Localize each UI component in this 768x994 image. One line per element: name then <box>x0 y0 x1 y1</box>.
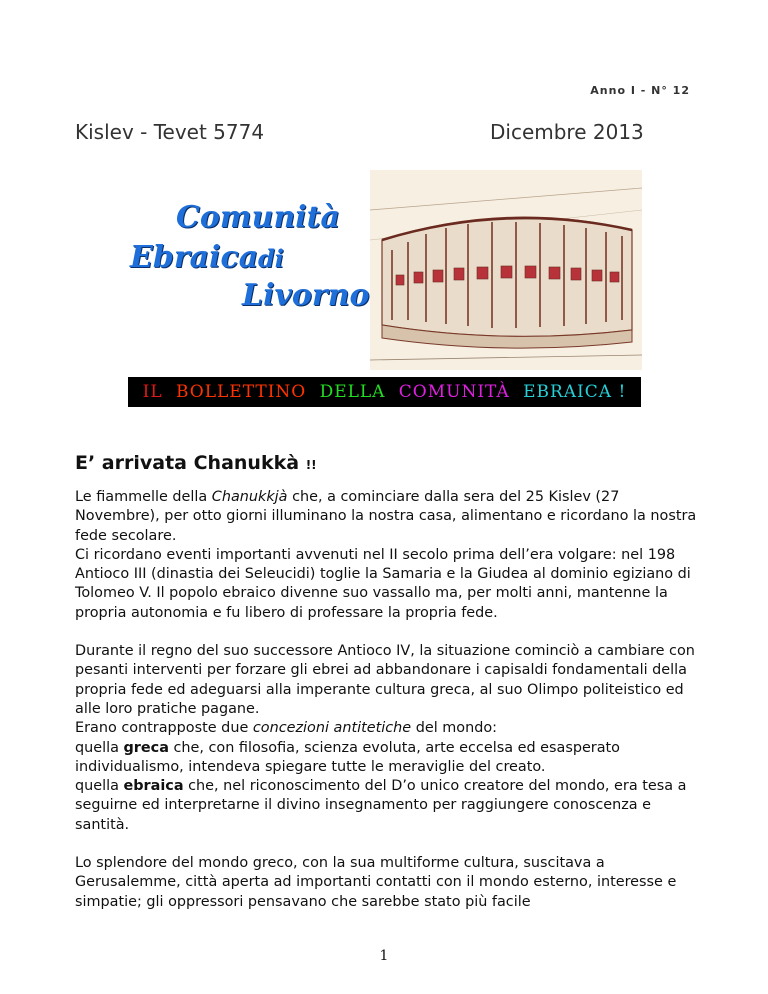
p1-emphasis: Chanukkjà <box>211 489 288 505</box>
p1-text-c: Ci ricordano eventi importanti avvenuti nel II secolo prima dell’era volgare: nel 198 Antioco III (dinastia dei Seleucidi) toglie la Samaria e la Giudea al dominio egiziano di Tolomeo V. Il popolo ebraico divenne suo vassallo ma, per molti anni, mantenne la propria autonomia e fu libero di professare la propria fede. <box>75 546 691 621</box>
article-title <box>75 452 317 474</box>
banner-word-3: DELLA <box>319 382 386 402</box>
logo-line-4: Livorno <box>242 278 370 313</box>
logo-line-1: Comunità <box>176 200 340 235</box>
community-logo <box>130 200 370 320</box>
banner-word-5: EBRAICA ! <box>523 382 627 402</box>
paragraph-2 <box>75 642 703 835</box>
synagogue-illustration <box>370 170 642 370</box>
p2-strong-greca: greca <box>123 739 169 756</box>
p2-text-d2: quella <box>75 778 124 795</box>
article-title-suffix: !! <box>305 458 317 472</box>
p2-text-e1: che, con filosofia, scienza evoluta, arte eccelsa ed esasperato individualismo, intendeva spiegare tutte le meraviglie del creato. <box>75 739 620 775</box>
bulletin-banner <box>128 377 641 407</box>
p1-text-a: Le fiammelle della <box>75 489 212 505</box>
article-title-text: E’ arrivata Chanukkà <box>75 452 300 474</box>
p2-text-d1: quella <box>75 739 124 756</box>
paragraph-3: Lo splendore del mondo greco, con la sua multiforme cultura, suscitava a Gerusalemme, città aperta ad importanti contatti con il mondo esterno, interesse e simpatie; gli oppressori pensavano che sarebbe stato più facile <box>75 855 677 910</box>
logo-line-3: di <box>258 244 284 273</box>
p2-text-e2: che, nel riconoscimento del D’o unico creatore del mondo, era tesa a seguirne ed interpretarne il divino insegnamento per raggiungere conoscenza e santità. <box>75 778 687 833</box>
banner-word-1: IL <box>142 382 163 402</box>
banner-word-4: COMUNITÀ <box>398 382 510 402</box>
p2-text-b: Erano contrapposte due <box>75 720 253 737</box>
logo-line-2: Ebraica <box>130 240 259 275</box>
civil-date: Dicembre 2013 <box>490 120 644 144</box>
jewish-date: Kislev - Tevet 5774 <box>75 120 265 144</box>
issue-number: Anno I - N° 12 <box>590 84 690 97</box>
p2-strong-ebraica: ebraica <box>123 778 184 795</box>
p1-text-b: che, a cominciare dalla sera del 25 Kislev (27 Novembre), per otto giorni illuminano la nostra casa, alimentano e ricordano la nostra fede secolare. <box>75 489 697 544</box>
article-body <box>75 488 703 931</box>
page-number: 1 <box>379 948 389 964</box>
p2-text-a: Durante il regno del suo successore Antioco IV, la situazione cominciò a cambiare con pesanti interventi per forzare gli ebrei ad abbandonare i capisaldi fondamentali della propria fede ed adeguarsi alla imperante cultura greca, al suo Olimpo politeistico ed alle loro pratiche pagane. <box>75 643 695 717</box>
p2-emphasis: concezioni antitetiche <box>252 720 412 737</box>
p2-text-c: del mondo: <box>411 720 498 737</box>
banner-word-2: BOLLETTINO <box>175 382 307 402</box>
paragraph-1 <box>75 488 703 623</box>
